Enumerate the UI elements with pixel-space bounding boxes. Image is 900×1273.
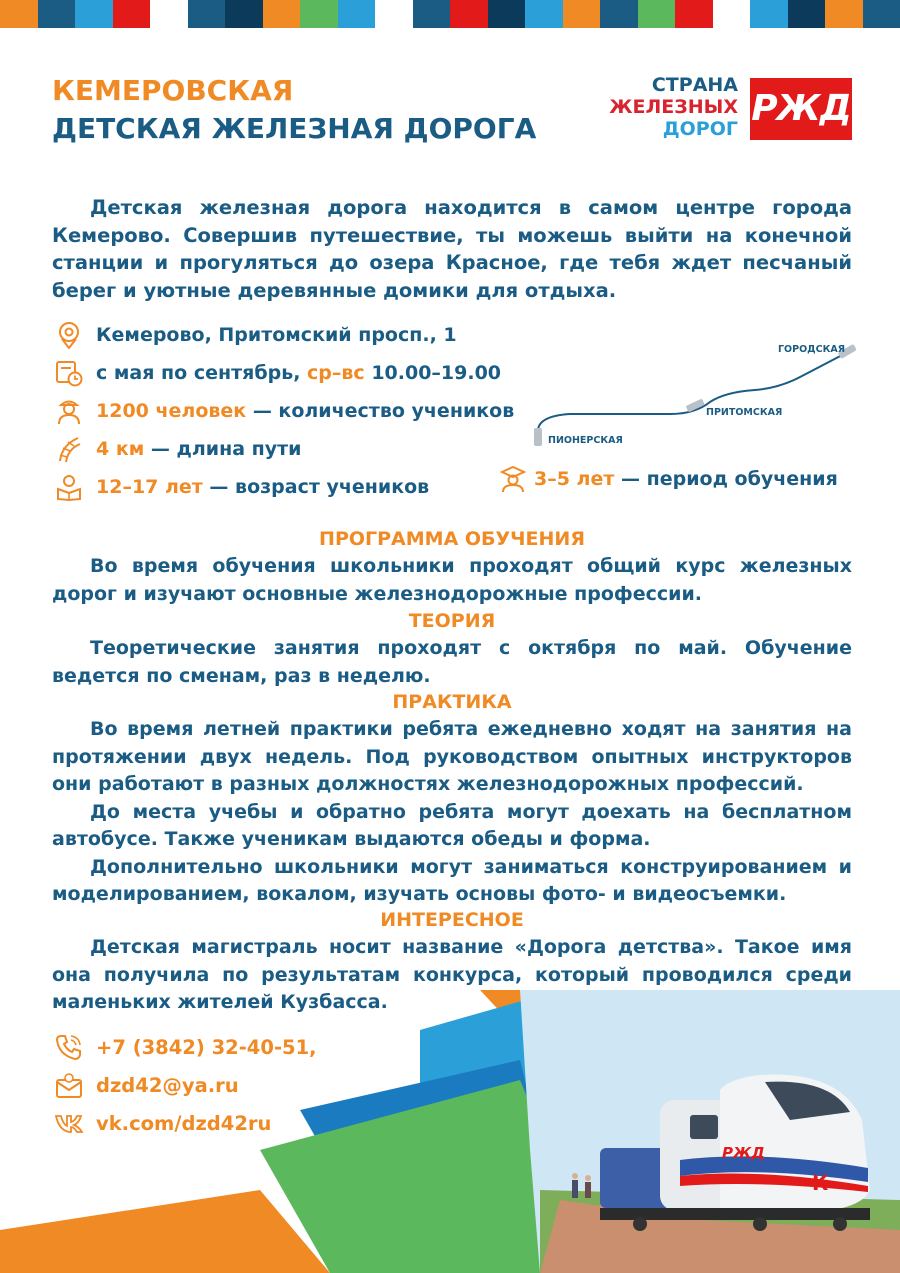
intro-paragraph: Детская железная дорога находится в самом центре города Кемерово. Совершив путешествие, ты можешь выйти на конечной станции и прогуляться до озера Красное, где тебя ждет песчаный берег и уютные деревянные домики для отдыха. xyxy=(52,196,852,302)
section-practice-title: ПРАКТИКА xyxy=(392,691,512,713)
fact-students xyxy=(52,392,532,430)
rzd-logo-text: РЖД xyxy=(751,88,851,129)
phone-icon xyxy=(52,1032,86,1062)
graduate-icon xyxy=(496,464,530,494)
contacts xyxy=(52,1028,317,1142)
age-number: 12–17 лет xyxy=(96,476,203,498)
fact-schedule xyxy=(52,354,532,392)
facts-list xyxy=(52,316,532,506)
schedule-days: ср–вс xyxy=(307,362,365,384)
brand-slogan xyxy=(600,74,738,140)
fact-length xyxy=(52,430,532,468)
schedule-time: 10.00–19.00 xyxy=(364,362,502,384)
schedule-prefix: с мая по сентябрь, xyxy=(96,362,308,384)
address-text: Кемерово, Притомский просп., 1 xyxy=(96,324,457,346)
fact-address xyxy=(52,316,532,354)
section-theory xyxy=(52,608,852,690)
section-interesting-text: Детская магистраль носит название «Дорога детства». Такое имя она получила по результатам конкурса, который проводился среди маленьких жителей Кузбасса. xyxy=(52,936,852,1013)
location-pin-icon xyxy=(52,320,86,350)
length-number: 4 км xyxy=(96,438,145,460)
email-text[interactable]: dzd42@ya.ru xyxy=(96,1073,239,1097)
section-theory-title: ТЕОРИЯ xyxy=(408,610,496,632)
students-text: — количество учеников xyxy=(246,400,515,422)
section-practice xyxy=(52,689,852,909)
section-interesting-title: ИНТЕРЕСНОЕ xyxy=(380,909,524,931)
section-practice-text-2: До места учебы и обратно ребята могут доехать на бесплатном автобусе. Также ученикам выдаются обеды и форма. xyxy=(52,800,852,850)
title-line-2: ДЕТСКАЯ ЖЕЛЕЗНАЯ ДОРОГА xyxy=(52,112,537,145)
section-theory-text: Теоретические занятия проходят с октября по май. Обучение ведется по сменам, раз в неделю. xyxy=(52,637,852,687)
rzd-logo xyxy=(750,78,852,140)
station-label-pionerskaya: ПИОНЕРСКАЯ xyxy=(548,435,623,446)
contact-vk[interactable] xyxy=(52,1104,317,1142)
brand-line-3: ДОРОГ xyxy=(662,118,738,140)
email-icon xyxy=(52,1070,86,1100)
conductor-icon xyxy=(52,396,86,426)
decor-orange-left xyxy=(0,1190,330,1273)
vk-text[interactable]: vk.com/dzd42ru xyxy=(96,1111,272,1135)
brand-line-1: СТРАНА xyxy=(651,74,738,96)
train-rzd-logo: РЖД xyxy=(722,1144,765,1162)
contact-phone[interactable] xyxy=(52,1028,317,1066)
age-text: — возраст учеников xyxy=(202,476,430,498)
train-k-logo: К xyxy=(812,1171,829,1195)
students-number: 1200 человек xyxy=(96,400,247,422)
brand-line-2: ЖЕЛЕЗНЫХ xyxy=(609,96,738,118)
station-label-gorodskaya: ГОРОДСКАЯ xyxy=(778,344,846,355)
period-text: — период обучения xyxy=(614,468,838,490)
section-practice-text-3: Дополнительно школьники могут заниматься конструированием и моделированием, вокалом, изучать основы фото- и видеосъемки. xyxy=(52,855,852,905)
rails-icon xyxy=(52,434,86,464)
calendar-clock-icon xyxy=(52,358,86,388)
period-number: 3–5 лет xyxy=(534,468,615,490)
fact-age xyxy=(52,468,532,506)
student-reading-icon xyxy=(52,472,86,502)
fact-period xyxy=(496,464,838,494)
length-text: — длина пути xyxy=(144,438,302,460)
page-title xyxy=(52,72,536,148)
title-line-1: КЕМЕРОВСКАЯ xyxy=(52,74,294,107)
vk-icon xyxy=(52,1108,86,1138)
section-program-title: ПРОГРАММА ОБУЧЕНИЯ xyxy=(319,528,585,550)
section-practice-text-1: Во время летней практики ребята ежедневно ходят на занятия на протяжении двух недель. Под руководством опытных инструкторов они работают в разных должностях железнодорожных профессий. xyxy=(52,718,852,795)
station-label-pritomskaya: ПРИТОМСКАЯ xyxy=(706,407,783,418)
station-marker-1 xyxy=(534,428,542,446)
contact-email[interactable] xyxy=(52,1066,317,1104)
phone-text[interactable]: +7 (3842) 32-40-51, xyxy=(96,1035,317,1059)
route-map xyxy=(530,338,860,458)
top-color-stripe xyxy=(0,0,900,28)
section-program xyxy=(52,526,852,608)
section-program-text: Во время обучения школьники проходят общий курс железных дорог и изучают основные железнодорожные профессии. xyxy=(52,555,852,605)
